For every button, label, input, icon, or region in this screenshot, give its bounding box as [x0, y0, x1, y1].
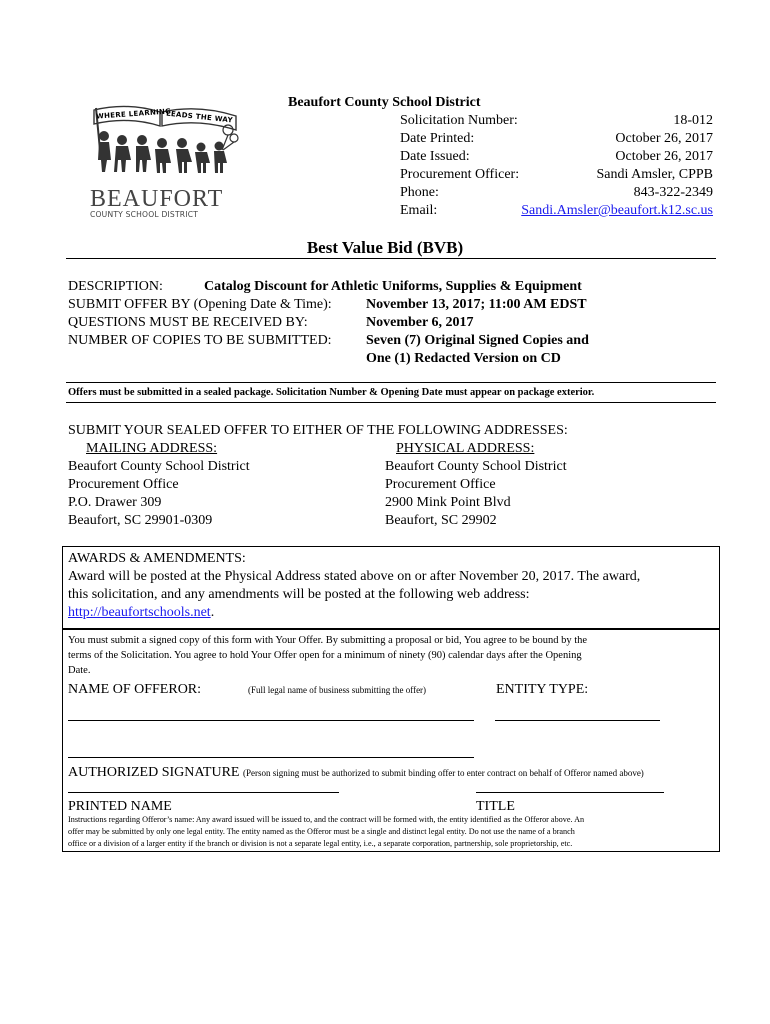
offer-statement-line1: You must submit a signed copy of this form with Your Offer. By submitting a proposal or bid, You agree to be bound by the — [68, 635, 588, 646]
mailing-address-label: MAILING ADDRESS: — [86, 441, 218, 456]
offeror-instructions-line2: offer may be submitted by only one legal entity. The entity named as the Offeror must be a single and distinct legal entity. Do not use the name of a branch — [68, 827, 575, 836]
header-row-label: Date Printed: — [400, 131, 475, 146]
header-row-value: 843-322-2349 — [633, 185, 713, 200]
entity-type-label: ENTITY TYPE: — [496, 682, 589, 697]
offeror-instructions-line3: office or a division of a larger entity if the branch or division is not a separate legal entity, i.e., a separate corporation, partnership, sole proprietorship, etc. — [68, 839, 573, 848]
addresses-intro: SUBMIT YOUR SEALED OFFER TO EITHER OF THE FOLLOWING ADDRESSES: — [68, 423, 568, 438]
entity-type-input-line[interactable] — [495, 720, 660, 721]
logo-banner-right: LEADS THE WAY — [165, 109, 234, 125]
website-link[interactable]: http://beaufortschools.net — [68, 605, 211, 620]
header-row-label: Procurement Officer: — [400, 167, 520, 182]
printed-name-input-line[interactable] — [68, 792, 339, 793]
awards-link-line — [68, 604, 214, 621]
authorized-signature-label: AUTHORIZED SIGNATURE — [68, 765, 240, 780]
signature-input-line[interactable] — [68, 757, 474, 758]
logo-banner-left: WHERE LEARNING — [95, 107, 172, 121]
mailing-line: P.O. Drawer 309 — [68, 495, 162, 510]
physical-line: Beaufort County School District — [385, 459, 567, 474]
mailing-line: Beaufort, SC 29901-0309 — [68, 513, 213, 528]
header-row-label: Solicitation Number: — [400, 113, 518, 128]
copies-value-line1: Seven (7) Original Signed Copies and — [366, 333, 589, 348]
mailing-line: Beaufort County School District — [68, 459, 250, 474]
authorized-signature-row — [68, 764, 644, 781]
district-logo — [88, 100, 240, 222]
notice-bottom-rule — [66, 402, 716, 403]
header-row-label: Email: — [400, 203, 438, 218]
mailing-line: Procurement Office — [68, 477, 179, 492]
header-row-label: Phone: — [400, 185, 439, 200]
awards-line1: Award will be posted at the Physical Address stated above on or after November 20, 2017. The award, — [68, 569, 641, 584]
header-row-value: 18-012 — [673, 113, 713, 128]
awards-line2: this solicitation, and any amendments will be posted at the following web address: — [68, 587, 530, 602]
header-row-value: October 26, 2017 — [615, 131, 713, 146]
printed-name-label: PRINTED NAME — [68, 799, 172, 814]
offeror-name-hint: (Full legal name of business submitting the offer) — [248, 685, 427, 695]
copies-value-line2: One (1) Redacted Version on CD — [366, 351, 561, 366]
notice-top-rule — [66, 382, 716, 383]
district-name: Beaufort County School District — [288, 95, 481, 110]
description-value: Catalog Discount for Athletic Uniforms, Supplies & Equipment — [204, 279, 582, 294]
awards-heading: AWARDS & AMENDMENTS: — [68, 551, 246, 566]
description-label: DESCRIPTION: — [68, 279, 163, 294]
offer-statement-line3: Date. — [68, 665, 91, 676]
page-title: Best Value Bid (BVB) — [306, 238, 464, 257]
authorized-signature-hint: (Person signing must be authorized to submit binding offer to enter contract on behalf of Offeror named above) — [243, 768, 644, 778]
offer-statement-line2: terms of the Solicitation. You agree to hold Your Offer open for a minimum of ninety (90) calendar days after the Opening — [68, 650, 582, 661]
offeror-name-label: NAME OF OFFEROR: — [68, 682, 202, 697]
physical-line: Procurement Office — [385, 477, 496, 492]
physical-address-label: PHYSICAL ADDRESS: — [396, 441, 535, 456]
submit-by-label: SUBMIT OFFER BY (Opening Date & Time): — [68, 297, 332, 312]
title-label: TITLE — [476, 799, 515, 814]
copies-label: NUMBER OF COPIES TO BE SUBMITTED: — [68, 333, 332, 348]
offeror-name-input-line[interactable] — [68, 720, 474, 721]
awards-period: . — [210, 605, 215, 620]
physical-line: 2900 Mink Point Blvd — [385, 495, 511, 510]
title-divider — [66, 258, 716, 259]
header-row-label: Date Issued: — [400, 149, 470, 164]
questions-value: November 6, 2017 — [366, 315, 474, 330]
questions-label: QUESTIONS MUST BE RECEIVED BY: — [68, 315, 308, 330]
header-row-value: October 26, 2017 — [615, 149, 713, 164]
physical-line: Beaufort, SC 29902 — [385, 513, 497, 528]
title-input-line[interactable] — [476, 792, 664, 793]
logo-subtitle: COUNTY SCHOOL DISTRICT — [90, 210, 199, 219]
sealed-package-notice: Offers must be submitted in a sealed package. Solicitation Number & Opening Date must appear on package exterior. — [68, 387, 595, 398]
header-row-value: Sandi Amsler, CPPB — [596, 167, 713, 182]
offeror-instructions-line1: Instructions regarding Offeror’s name: Any award issued will be issued to, and the contract will be formed with, the entity identified as the Offeror above. An — [68, 815, 585, 824]
logo-name: BEAUFORT — [90, 186, 224, 212]
submit-by-value: November 13, 2017; 11:00 AM EDST — [366, 297, 587, 312]
email-link[interactable]: Sandi.Amsler@beaufort.k12.sc.us — [521, 203, 713, 218]
